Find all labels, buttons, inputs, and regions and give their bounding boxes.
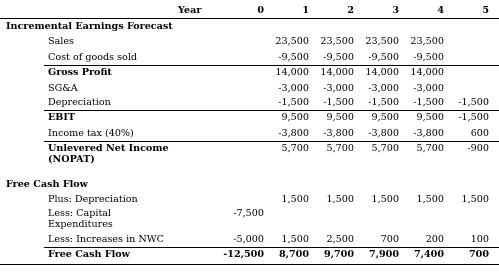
table-row-nwc <box>0 234 499 246</box>
bottom-border <box>0 264 499 265</box>
cell-y2: 9,700 <box>323 249 354 260</box>
year-0: 0 <box>257 5 264 16</box>
table-row-income-tax <box>0 128 499 140</box>
cell-y2: 2,500 <box>326 234 354 245</box>
table-row-depreciation <box>0 97 499 109</box>
cell-y1: -9,500 <box>278 52 309 63</box>
table-row-cogs <box>0 52 499 64</box>
cell-y1: -3,000 <box>278 83 309 94</box>
cell-y3: 700 <box>380 234 399 245</box>
cell-y1: 5,700 <box>281 143 309 154</box>
cell-y0: -7,500 <box>233 208 264 219</box>
cell-y4: 200 <box>425 234 444 245</box>
cell-y2: 23,500 <box>320 36 354 47</box>
row-label: Free Cash Flow <box>48 249 130 260</box>
cell-y1: 9,500 <box>281 112 309 123</box>
row-label: SG&A <box>48 83 78 94</box>
table-row-sga <box>0 83 499 95</box>
cell-y5: 600 <box>470 128 489 139</box>
cell-y3: 23,500 <box>365 36 399 47</box>
cell-y3: -3,800 <box>368 128 399 139</box>
cell-y4: 23,500 <box>410 36 444 47</box>
cell-y1: 1,500 <box>281 234 309 245</box>
year-3: 3 <box>392 5 399 16</box>
cell-y4: -3,000 <box>413 83 444 94</box>
ebit-divider <box>44 110 499 111</box>
cell-y2: 1,500 <box>326 194 354 205</box>
header-row <box>0 5 499 17</box>
nopat-divider <box>44 141 499 142</box>
table-row-ebit <box>0 112 499 124</box>
cell-y2: 9,500 <box>326 112 354 123</box>
row-label: Depreciation <box>48 97 111 108</box>
row-label: Less: Increases in NWC <box>48 234 164 245</box>
cell-y4: 9,500 <box>416 112 444 123</box>
row-label: Less: Capital Expenditures <box>48 208 113 230</box>
cell-y2: -9,500 <box>323 52 354 63</box>
cell-y1: 14,000 <box>275 67 309 78</box>
cell-y5: -1,500 <box>458 97 489 108</box>
cell-y5: -1,500 <box>458 112 489 123</box>
cell-y3: 5,700 <box>371 143 399 154</box>
row-label: EBIT <box>48 112 76 123</box>
year-2: 2 <box>347 5 354 16</box>
year-4: 4 <box>437 5 444 16</box>
cell-y3: 14,000 <box>365 67 399 78</box>
gross-profit-divider <box>44 65 499 66</box>
row-label: Unlevered Net Income (NOPAT) <box>48 143 169 165</box>
cell-y1: 23,500 <box>275 36 309 47</box>
year-label: Year <box>178 5 202 16</box>
row-label: Plus: Depreciation <box>48 194 138 205</box>
cell-y5: 1,500 <box>461 194 489 205</box>
table-row-gross-profit <box>0 67 499 79</box>
cell-y0: -12,500 <box>223 249 264 260</box>
fcf-section-title-row <box>0 179 499 191</box>
cell-y5: -900 <box>467 143 489 154</box>
cell-y4: 7,400 <box>413 249 444 260</box>
cell-y3: 7,900 <box>368 249 399 260</box>
cell-y1: -3,800 <box>278 128 309 139</box>
cell-y0: -5,000 <box>233 234 264 245</box>
cell-y3: -1,500 <box>368 97 399 108</box>
cell-y3: 1,500 <box>371 194 399 205</box>
cell-y1: -1,500 <box>278 97 309 108</box>
cell-y4: 5,700 <box>416 143 444 154</box>
cell-y1: 8,700 <box>278 249 309 260</box>
table-row-sales <box>0 36 499 48</box>
cell-y2: -1,500 <box>323 97 354 108</box>
row-label: Income tax (40%) <box>48 128 134 139</box>
cell-y2: -3,000 <box>323 83 354 94</box>
cell-y4: -9,500 <box>413 52 444 63</box>
header-divider <box>0 18 499 19</box>
cell-y5: 100 <box>470 234 489 245</box>
cell-y2: -3,800 <box>323 128 354 139</box>
cell-y2: 5,700 <box>326 143 354 154</box>
table-row-nopat <box>0 143 499 167</box>
cell-y4: 1,500 <box>416 194 444 205</box>
cell-y4: 14,000 <box>410 67 444 78</box>
cell-y1: 1,500 <box>281 194 309 205</box>
cell-y2: 14,000 <box>320 67 354 78</box>
table-row-free-cash-flow <box>0 249 499 261</box>
year-1: 1 <box>302 5 309 16</box>
cell-y3: -9,500 <box>368 52 399 63</box>
fcf-section-title: Free Cash Flow <box>6 179 88 190</box>
cell-y5: 700 <box>468 249 489 260</box>
cell-y4: -3,800 <box>413 128 444 139</box>
table-row-capex <box>0 208 499 232</box>
cell-y3: 9,500 <box>371 112 399 123</box>
earnings-section-title-row <box>0 21 499 33</box>
year-5: 5 <box>482 5 489 16</box>
earnings-section-title: Incremental Earnings Forecast <box>6 21 173 32</box>
fcf-divider <box>44 247 499 248</box>
cell-y4: -1,500 <box>413 97 444 108</box>
row-label: Cost of goods sold <box>48 52 138 63</box>
row-label: Sales <box>48 36 74 47</box>
cell-y3: -3,000 <box>368 83 399 94</box>
table-row-plus-depreciation <box>0 194 499 206</box>
row-label: Gross Profit <box>48 67 112 78</box>
